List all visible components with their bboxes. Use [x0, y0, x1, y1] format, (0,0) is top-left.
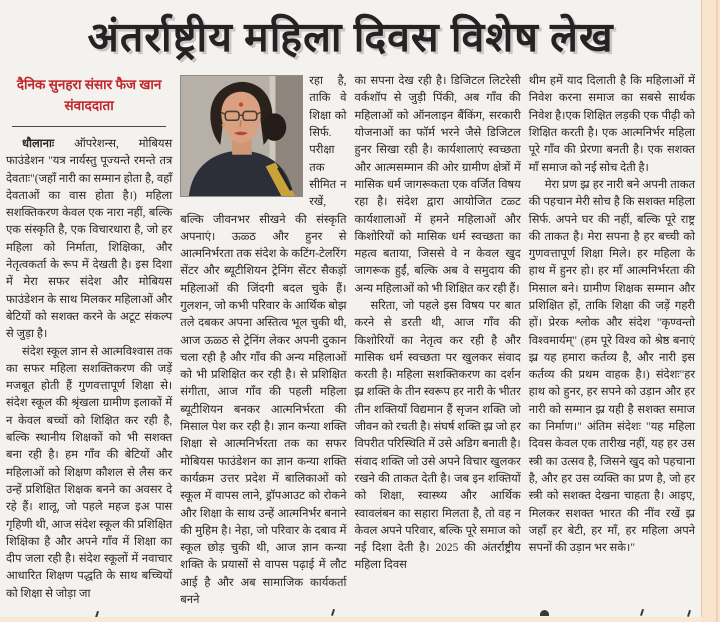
- paragraph: रहा है, ताकि वे शिक्षा को सिर्फ. परीक्षा तक सीमित न रखें, बल्कि जीवनभर सीखने की संस्कृति अपनाएं। ऊळ्ठ और हुनर से आत्मनिर्भरता तक संदेश के कटिंग-टेलरिंग सेंटर और ब्यूटीशियन ट्रेनिंग सेंटर सैकड़ों महिलाओं की जिंदगी बदल चुके हैं। गुलशन, जो कभी परिवार के आर्थिक बोझ तले दबकर अपना अस्तित्व भूल चुकी थी, आज ऊळ्ठ से ट्रेनिंग लेकर अपनी दुकान चला रही है और गाँव की अन्य महिलाओं को भी प्रशिक्षित कर रही है। से प्रशिक्षित संगीता, आज गाँव की पहली महिला ब्यूटीशियन बनकर आत्मनिर्भरता की मिसाल पेश कर रही है। ज्ञान कन्या शक्ति शिक्षा से आत्मनिर्भरता तक का सफर मोबियस फाउंडेशन का ज्ञान कन्या शक्ति कार्यक्रम उत्तर प्रदेश में बालिकाओं को स्कूल में वापस लाने, ड्रॉपआउट को रोकने और शिक्षा के साथ उन्हें आत्मनिर्भर बनाने की मुहिम है। नेहा, जो परिवार के दबाव में स्कूल छोड़ चुकी थी, आज ज्ञान कन्या शक्ति के प्रयासों से वापस पढ़ाई में लौट आई है और अब सामाजिक कार्यकर्ता बनने: [180, 75, 347, 607]
- byline: दैनिक सुनहरा संसार फैज खान संवाददाता: [16, 77, 162, 114]
- paragraph: [6, 136, 172, 344]
- clipped-next-line-mark: [540, 610, 549, 616]
- scan-edge-line: [716, 0, 718, 622]
- paragraph: सरिता, जो पहले इस विषय पर बात करने से डरती थी, आज गाँव की किशोरियों का नेतृत्व कर रही है और मासिक धर्म स्वच्छता पर खुलकर संवाद करती है। महिला सशक्तिकरण का दर्शन झ्र शक्ति के तीन स्वरूप हर नारी के भीतर तीन शक्तियाँ विद्यमान हैं सृजन शक्ति जो जीवन को रचती है। संघर्ष शक्ति झ्र जो हर विपरीत परिस्थिति में उसे अडिग बनाती है। संवाद शक्ति जो उसे अपने विचार खुलकर रखने की ताकत देती है। जब इन शक्तियों को शिक्षा, स्वास्थ्य और आर्थिक स्वावलंबन का सहारा मिलता है, तो वह न केवल अपने परिवार, बल्कि पूरे समाज को नई दिशा देती है। 2025 की अंतर्राष्ट्रीय महिला दिवस: [354, 300, 521, 572]
- byline-divider: [12, 126, 166, 127]
- paragraph: संदेश स्कूल ज्ञान से आत्मविश्वास तक का सफर महिला सशक्तिकरण की जड़ें मजबूत होती हैं गुणवत्तापूर्ण शिक्षा से। संदेश स्कूल की श्रृंखला ग्रामीण इलाकों में न केवल बच्चों को शिक्षित कर रही है, बल्कि स्थानीय शिक्षकों को भी सशक्त बना रही है। हम गाँव की बेटियों और महिलाओं को शिक्षण कौशल से लैस कर उन्हें प्रशिक्षित शिक्षक बनने का अवसर दे रहे हैं। शालू, जो पहले महज इअ पास गृहिणी थी, आज संदेश स्कूल की प्रशिक्षित शिक्षिका है और अपने गाँव में शिक्षा का दीप जला रही है। संदेश स्कूलों में नवाचार आधारित शिक्षण पद्धति के साथ बच्चियों को शिक्षा से जोड़ा जा: [6, 345, 173, 600]
- paragraph: का सपना देख रही है। डिजिटल लिटरेसी वर्कशॉप से जुड़ी पिंकी, अब गाँव की महिलाओं को ऑनलाइन बैंकिंग, सरकारी योजनाओं का फॉर्म भरने जैसे डिजिटल हुनर सिखा रही है। कार्यशालाएं स्वच्छता और आत्मसम्मान की ओर ग्रामीण क्षेत्रों में मासिक धर्म जागरूकता एक वर्जित विषय रहा है। संदेश द्वारा आयोजित टळ्ट कार्यशालाओं में हमने महिलाओं और किशोरियों को मासिक धर्म स्वच्छता का महत्व बताया, जिससे वे न केवल खुद जागरूक हुईं, बल्कि अब वे समुदाय की अन्य महिलाओं को भी शिक्षित कर रही हैं।: [354, 75, 521, 295]
- paragraph-text: ऑपरेशन्स, मोबियस फाउंडेशन "यत्र नार्यस्तु पूज्यन्ते रमन्ते तत्र देवताः"(जहाँ नारी का सम्मान होता है, वहाँ देवताओं का वास होता है।) महिला सशक्तिकरण केवल एक नारा नहीं, बल्कि एक संस्कृति है, एक विचारधारा है, जो हर महिला को निर्माता, शिक्षिका, और नेतृत्वकर्ता के रूप में देखती है। इस दिशा में मेरा सफर संदेश और मोबियस फाउंडेशन के साथ मिलकर महिलाओं और बेटियों को सशक्त करने के अटूट संकल्प से जुड़ा है।: [6, 137, 173, 341]
- woman-portrait-illustration: [181, 76, 302, 196]
- column-3: [355, 73, 521, 609]
- column-4: [529, 73, 695, 609]
- paragraph: थीम हमें याद दिलाती है कि महिलाओं में निवेश करना समाज का सबसे सार्थक निवेश है।एक शिक्षित लड़की एक पीढ़ी को शिक्षित करती है। एक आत्मनिर्भर महिला पूरे गाँव की प्रेरणा बनती है। एक सशक्त माँ समाज को नई सोच देती है।: [528, 75, 695, 174]
- scan-edge-bottom: [0, 617, 702, 622]
- page-title: अंतर्राष्ट्रीय महिला दिवस विशेष लेख: [87, 14, 614, 60]
- dateline: धौलानाः: [22, 137, 55, 150]
- article-columns: [3, 73, 698, 609]
- column-2: [180, 73, 346, 609]
- column-1: [6, 73, 172, 609]
- paragraph: मेरा प्रण झ्र हर नारी बने अपनी ताकत की पहचान मेरी सोच है कि सशक्त महिला सिर्फ. अपने घर की नहीं, बल्कि पूरे राष्ट्र की ताकत है। मेरा सपना है हर बच्ची को गुणवत्तापूर्ण शिक्षा मिले। हर महिला के हाथ में हुनर हो। हर माँ आत्मनिर्भरता की मिसाल बने। ग्रामीण शिक्षक सम्मान और प्रशिक्षित हों, ताकि शिक्षा की जड़ें गहरी हों। प्रेरक श्लोक और संदेश "कृण्वन्तो विश्वमार्यम्" (हम पूरे विश्व को श्रेष्ठ बनाएं झ्र यह हमारा कर्तव्य है, और नारी इस कर्तव्य की प्रथम वाहक है।) संदेशः"हर हाथ को हुनर, हर सपने को उड़ान और हर नारी को सम्मान झ्र यही है सशक्त समाज का निर्माण।" अंतिम संदेशः "यह महिला दिवस केवल एक तारीख नहीं, यह हर उस स्त्री का उत्सव है, जिसने खुद को पहचाना है, और हर उस व्यक्ति का प्रण है, जो हर स्त्री को सशक्त देखना चाहता है। आइए, मिलकर सशक्त भारत की नींव रखें झ्र जहाँ हर बेटी, हर माँ, हर महिला अपने सपनों की उड़ान भर सके।": [528, 178, 695, 555]
- article-photo: [180, 75, 303, 197]
